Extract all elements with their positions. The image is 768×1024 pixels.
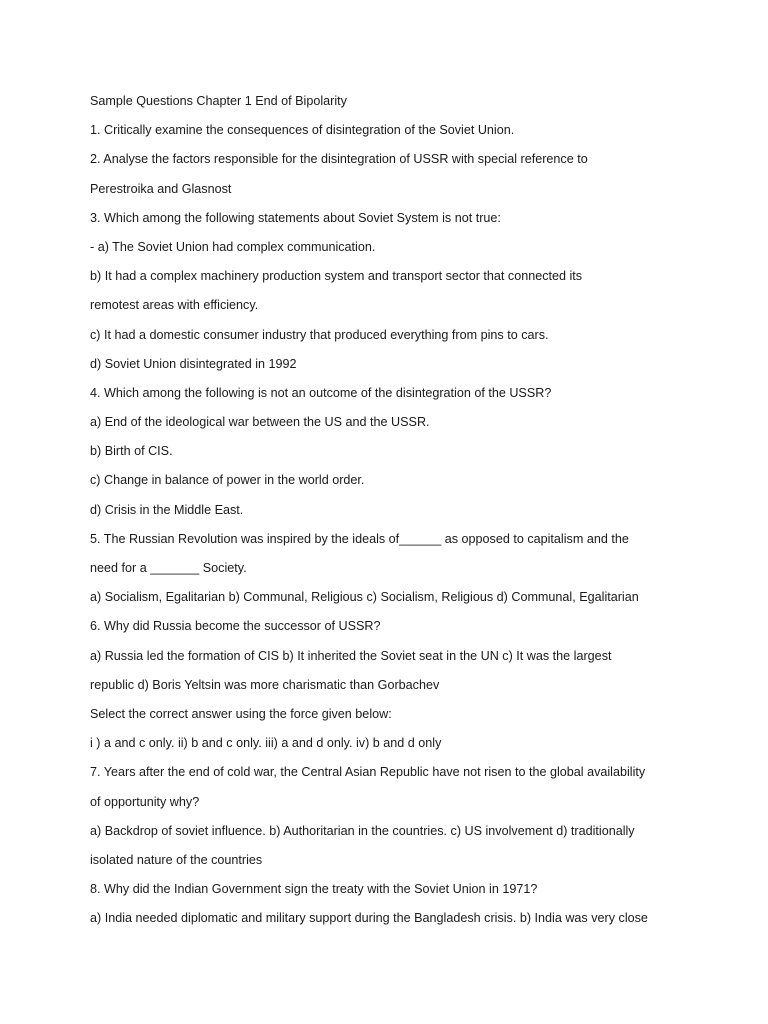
question-2: 2. Analyse the factors responsible for the disintegration of USSR with special reference to bbox=[90, 152, 588, 167]
question-6-options: a) Russia led the formation of CIS b) It inherited the Soviet seat in the UN c) It was the largest bbox=[90, 648, 612, 663]
question-3-option-a: - a) The Soviet Union had complex communication. bbox=[90, 239, 376, 254]
question-6-instruction: Select the correct answer using the force given below: bbox=[90, 706, 392, 721]
question-4: 4. Which among the following is not an outcome of the disintegration of the USSR? bbox=[90, 385, 552, 400]
question-4-option-c: c) Change in balance of power in the world order. bbox=[90, 473, 365, 488]
document-body bbox=[90, 87, 730, 933]
question-4-option-a: a) End of the ideological war between the US and the USSR. bbox=[90, 415, 430, 430]
question-5-continued: need for a _______ Society. bbox=[90, 561, 247, 575]
question-1: 1. Critically examine the consequences of disintegration of the Soviet Union. bbox=[90, 123, 515, 138]
question-6-options-continued: republic d) Boris Yeltsin was more charismatic than Gorbachev bbox=[90, 677, 440, 692]
question-7-continued: of opportunity why? bbox=[90, 794, 200, 809]
question-3-option-b-continued: remotest areas with efficiency. bbox=[90, 298, 259, 313]
question-3: 3. Which among the following statements about Soviet System is not true: bbox=[90, 210, 501, 225]
question-8: 8. Why did the Indian Government sign the treaty with the Soviet Union in 1971? bbox=[90, 882, 538, 897]
question-5-options: a) Socialism, Egalitarian b) Communal, Religious c) Socialism, Religious d) Communal, Egalitarian bbox=[90, 590, 639, 605]
question-2-continued: Perestroika and Glasnost bbox=[90, 181, 232, 196]
question-7: 7. Years after the end of cold war, the Central Asian Republic have not risen to the global availability bbox=[90, 765, 646, 780]
question-7-options: a) Backdrop of soviet influence. b) Authoritarian in the countries. c) US involvement d) traditionally bbox=[90, 823, 635, 838]
question-8-options: a) India needed diplomatic and military support during the Bangladesh crisis. b) India was very close bbox=[90, 911, 648, 926]
document-title: Sample Questions Chapter 1 End of Bipolarity bbox=[90, 94, 347, 108]
question-5: 5. The Russian Revolution was inspired by the ideals of______ as opposed to capitalism and the bbox=[90, 531, 629, 546]
question-4-option-b: b) Birth of CIS. bbox=[90, 444, 173, 459]
question-6: 6. Why did Russia become the successor of USSR? bbox=[90, 619, 381, 634]
question-7-options-continued: isolated nature of the countries bbox=[90, 852, 263, 867]
question-3-option-d: d) Soviet Union disintegrated in 1992 bbox=[90, 356, 297, 371]
question-6-answer-choices: i ) a and c only. ii) b and c only. iii) a and d only. iv) b and d only bbox=[90, 736, 442, 751]
question-3-option-b: b) It had a complex machinery production system and transport sector that connected its bbox=[90, 269, 583, 284]
question-3-option-c: c) It had a domestic consumer industry that produced everything from pins to cars. bbox=[90, 327, 549, 342]
question-4-option-d: d) Crisis in the Middle East. bbox=[90, 502, 244, 517]
